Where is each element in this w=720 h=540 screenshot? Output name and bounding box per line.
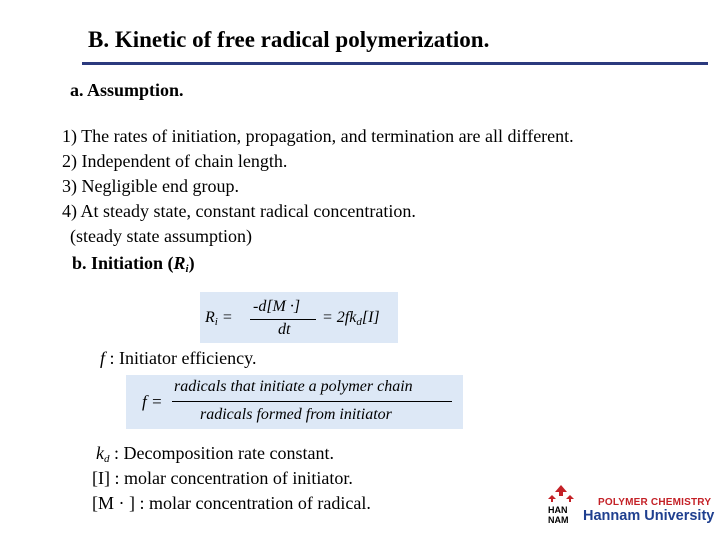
assumption-item: 4) At steady state, constant radical concentration. <box>62 201 416 221</box>
definition-item: [I] : molar concentration of initiator. <box>92 468 353 488</box>
equation-rhs: = $2fk_d[I]$ <box>322 309 380 328</box>
university-logo-icon <box>548 485 574 525</box>
assumption-note: (steady state assumption) <box>70 226 252 246</box>
fraction-bar <box>172 401 452 402</box>
efficiency-label: f : Initiator efficiency. <box>100 348 257 368</box>
section-a-heading: a. Assumption. <box>70 80 184 100</box>
assumption-item: 1) The rates of initiation, propagation, and termination are all different. <box>62 126 574 146</box>
section-b-heading: b. Initiation $(R_i)$ <box>72 253 195 275</box>
initiation-rate-equation <box>200 292 398 343</box>
equation-numerator: radicals that initiate a polymer chain <box>174 378 413 395</box>
assumption-item: 2) Independent of chain length. <box>62 151 288 171</box>
definition-item: $k_d$ : Decomposition rate constant. <box>96 443 334 465</box>
efficiency-equation <box>126 375 463 429</box>
assumption-item: 3) Negligible end group. <box>62 176 239 196</box>
equation-denominator: radicals formed from initiator <box>200 406 392 423</box>
definition-item: [M · ] : molar concentration of radical. <box>92 493 371 513</box>
logo-mark-top: HAN <box>548 505 568 515</box>
logo-department: POLYMER CHEMISTRY <box>598 497 712 508</box>
equation-denominator: dt <box>278 321 291 338</box>
title-underline <box>82 62 708 65</box>
fraction-bar <box>250 319 316 320</box>
logo-university-name: Hannam University <box>583 508 715 524</box>
slide-title: B. Kinetic of free radical polymerization. <box>88 27 490 52</box>
logo-mark-bottom: NAM <box>548 515 569 525</box>
equation-numerator: -d[M ·] <box>253 298 301 315</box>
equation-lhs: f = <box>142 392 163 411</box>
equation-lhs: $R_i$ = <box>205 309 233 328</box>
